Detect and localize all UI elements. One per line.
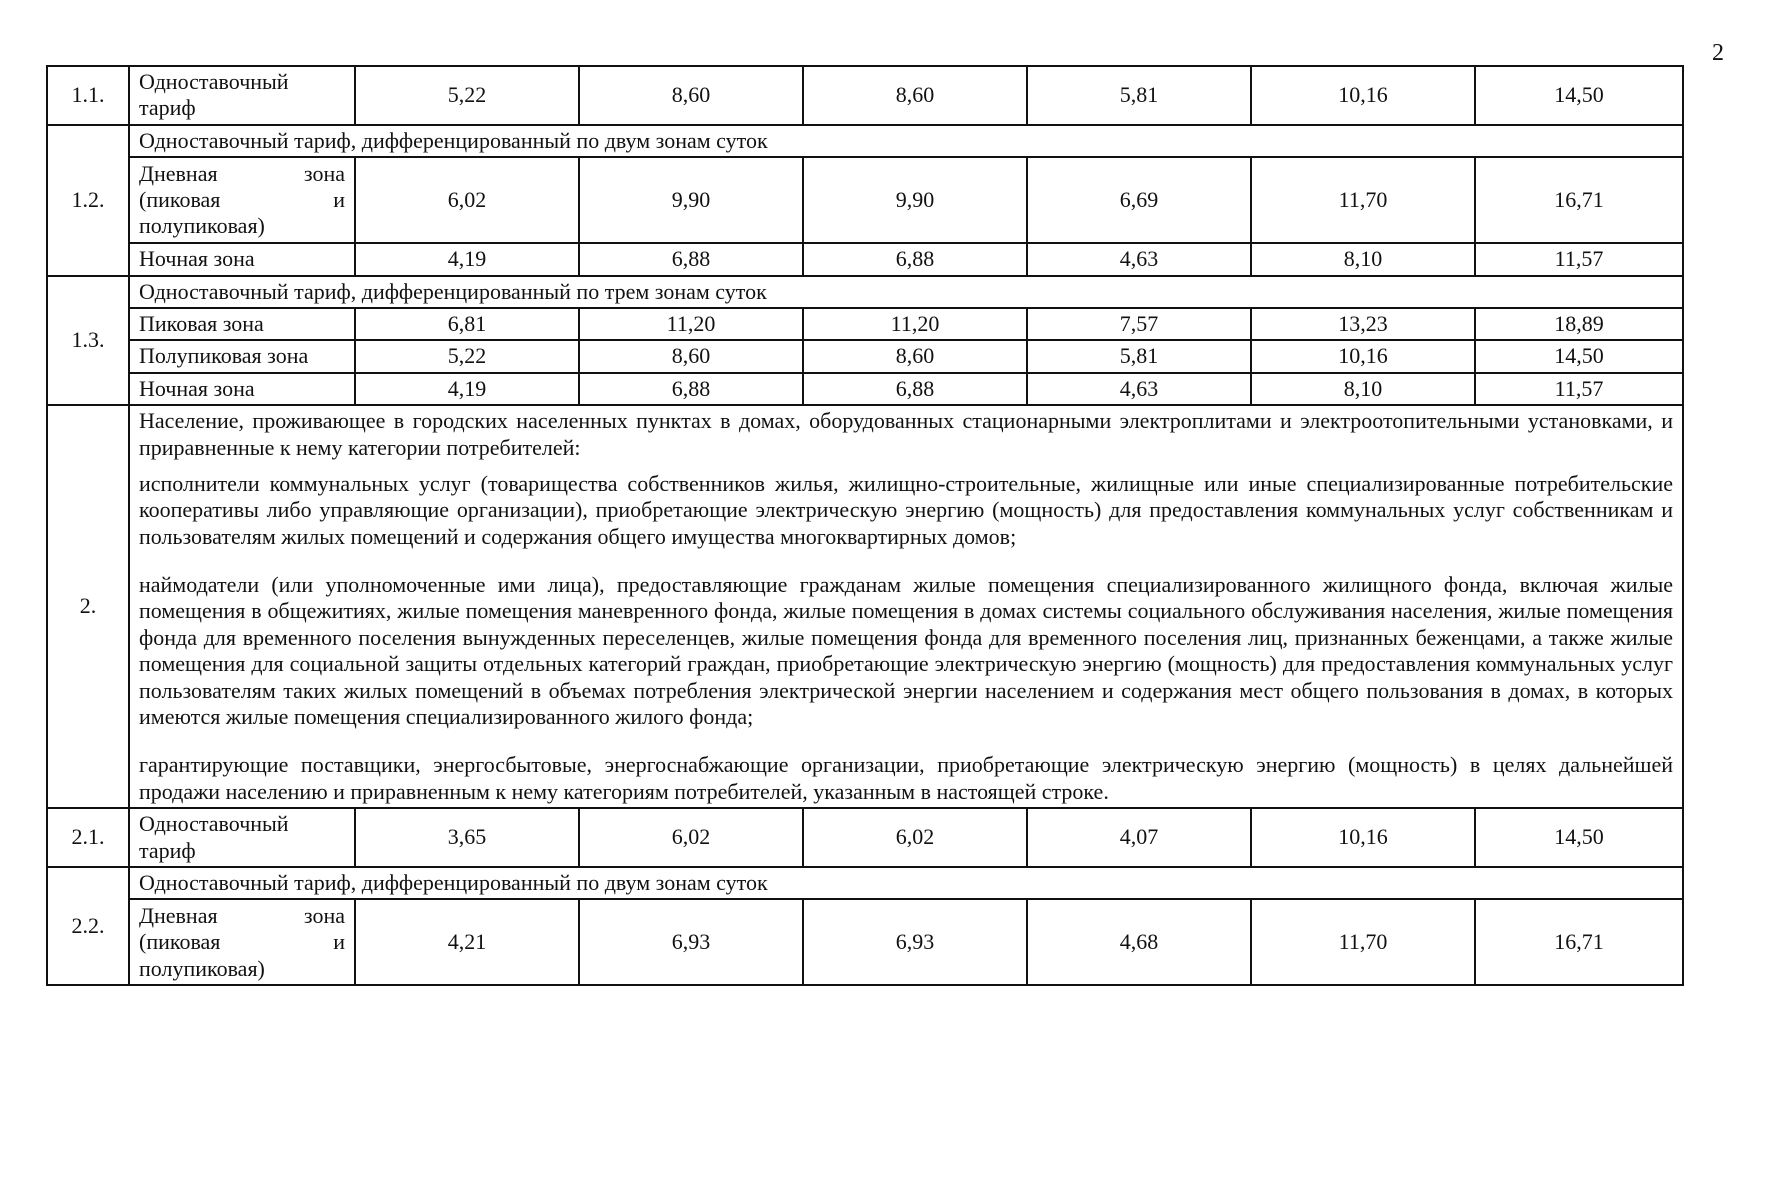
- tariff-value: 9,90: [579, 157, 803, 243]
- page-number: 2: [1712, 40, 1724, 66]
- row-label: Дневная зона (пиковая и полупиковая): [129, 157, 355, 243]
- tariff-value: 14,50: [1475, 808, 1683, 867]
- tariff-value: 6,69: [1027, 157, 1251, 243]
- tariff-value: 6,02: [579, 808, 803, 867]
- tariff-value: 11,20: [803, 308, 1027, 340]
- row-number: 2.1.: [47, 808, 129, 867]
- tariff-value: 8,10: [1251, 373, 1475, 405]
- tariff-value: 10,16: [1251, 808, 1475, 867]
- table-row: [47, 808, 1683, 867]
- row-label: Ночная зона: [129, 243, 355, 275]
- tariff-value: 5,81: [1027, 340, 1251, 372]
- tariff-value: 7,57: [1027, 308, 1251, 340]
- tariff-value: 8,60: [803, 340, 1027, 372]
- row-number: 1.3.: [47, 276, 129, 406]
- tariff-value: 4,19: [355, 243, 579, 275]
- tariff-value: 6,88: [803, 373, 1027, 405]
- tariff-value: 5,81: [1027, 66, 1251, 125]
- row-label: Полупиковая зона: [129, 340, 355, 372]
- description-paragraph: Население, проживающее в городских населенных пунктах в домах, оборудованных стационарными электроплитами и электроотопительными установками, и приравненные к нему категории потребителей:: [139, 408, 1673, 460]
- tariff-value: 14,50: [1475, 340, 1683, 372]
- tariff-value: 11,57: [1475, 243, 1683, 275]
- tariff-value: 4,19: [355, 373, 579, 405]
- tariff-value: 6,88: [579, 243, 803, 275]
- table-row: [47, 157, 1683, 243]
- section-heading: Одноставочный тариф, дифференцированный по трем зонам суток: [129, 276, 1683, 308]
- tariff-value: 4,63: [1027, 373, 1251, 405]
- table-row: [47, 125, 1683, 157]
- tariff-value: 6,88: [803, 243, 1027, 275]
- tariff-value: 16,71: [1475, 899, 1683, 985]
- row-number: 2.2.: [47, 867, 129, 985]
- tariff-value: 4,63: [1027, 243, 1251, 275]
- tariff-value: 4,21: [355, 899, 579, 985]
- tariff-value: 8,60: [579, 340, 803, 372]
- tariff-value: 6,81: [355, 308, 579, 340]
- tariff-value: 6,93: [579, 899, 803, 985]
- tariff-value: 9,90: [803, 157, 1027, 243]
- row-number: 2.: [47, 405, 129, 808]
- tariff-value: 4,07: [1027, 808, 1251, 867]
- row-label: Ночная зона: [129, 373, 355, 405]
- table-row: [47, 405, 1683, 808]
- tariff-value: 11,70: [1251, 157, 1475, 243]
- tariff-table: [46, 65, 1684, 986]
- tariff-value: 8,10: [1251, 243, 1475, 275]
- tariff-value: 16,71: [1475, 157, 1683, 243]
- section-heading: Одноставочный тариф, дифференцированный по двум зонам суток: [129, 125, 1683, 157]
- table-row: [47, 899, 1683, 985]
- tariff-value: 5,22: [355, 340, 579, 372]
- row-label: Одноставочный тариф: [129, 808, 355, 867]
- tariff-value: 3,65: [355, 808, 579, 867]
- tariff-value: 18,89: [1475, 308, 1683, 340]
- table-row: [47, 867, 1683, 899]
- table-row: [47, 276, 1683, 308]
- row-number: 1.1.: [47, 66, 129, 125]
- tariff-value: 5,22: [355, 66, 579, 125]
- table-row: [47, 373, 1683, 405]
- row-label: Одноставочный тариф: [129, 66, 355, 125]
- table-row: [47, 340, 1683, 372]
- table-row: [47, 308, 1683, 340]
- tariff-value: 11,57: [1475, 373, 1683, 405]
- row-label: Пиковая зона: [129, 308, 355, 340]
- tariff-value: 6,88: [579, 373, 803, 405]
- section-heading: Одноставочный тариф, дифференцированный по двум зонам суток: [129, 867, 1683, 899]
- tariff-value: 6,93: [803, 899, 1027, 985]
- row-label: Дневная зона (пиковая и полупиковая): [129, 899, 355, 985]
- table-row: [47, 66, 1683, 125]
- tariff-value: 6,02: [803, 808, 1027, 867]
- tariff-value: 4,68: [1027, 899, 1251, 985]
- tariff-value: 8,60: [579, 66, 803, 125]
- tariff-value: 10,16: [1251, 66, 1475, 125]
- table-row: [47, 243, 1683, 275]
- tariff-value: 14,50: [1475, 66, 1683, 125]
- description-paragraph: гарантирующие поставщики, энергосбытовые, энергоснабжающие организации, приобретающие электрическую энергию (мощность) в целях дальнейшей продажи населению и приравненным к нему категориям потребителей, указанным в настоящей строке.: [139, 752, 1673, 804]
- tariff-value: 13,23: [1251, 308, 1475, 340]
- row-number: 1.2.: [47, 125, 129, 276]
- tariff-value: 6,02: [355, 157, 579, 243]
- description-paragraph: наймодатели (или уполномоченные ими лица), предоставляющие гражданам жилые помещения специализированного жилищного фонда, включая жилые помещения в общежитиях, жилые помещения маневренного фонда, жилые помещения в домах системы социального обслуживания населения, жилые помещения фонда для временного поселения вынужденных переселенцев, жилые помещения фонда для временного поселения лиц, признанных беженцами, а также жилые помещения для социальной защиты отдельных категорий граждан, приобретающие электрическую энергию (мощность) для предоставления коммунальных услуг пользователям таких жилых помещений в объемах потребления электрической энергии населением и содержания мест общего пользования в домах, в которых имеются жилые помещения специализированного жилого фонда;: [139, 572, 1673, 730]
- tariff-value: 10,16: [1251, 340, 1475, 372]
- tariff-value: 8,60: [803, 66, 1027, 125]
- tariff-value: 11,70: [1251, 899, 1475, 985]
- tariff-value: 11,20: [579, 308, 803, 340]
- description-paragraph: исполнители коммунальных услуг (товарищества собственников жилья, жилищно-строительные, жилищные или иные специализированные потребительские кооперативы либо управляющие организации), приобретающие электрическую энергию (мощность) для предоставления коммунальных услуг собственникам и пользователям жилых помещений и содержания общего имущества многоквартирных домов;: [139, 470, 1673, 549]
- category-description: [129, 405, 1683, 808]
